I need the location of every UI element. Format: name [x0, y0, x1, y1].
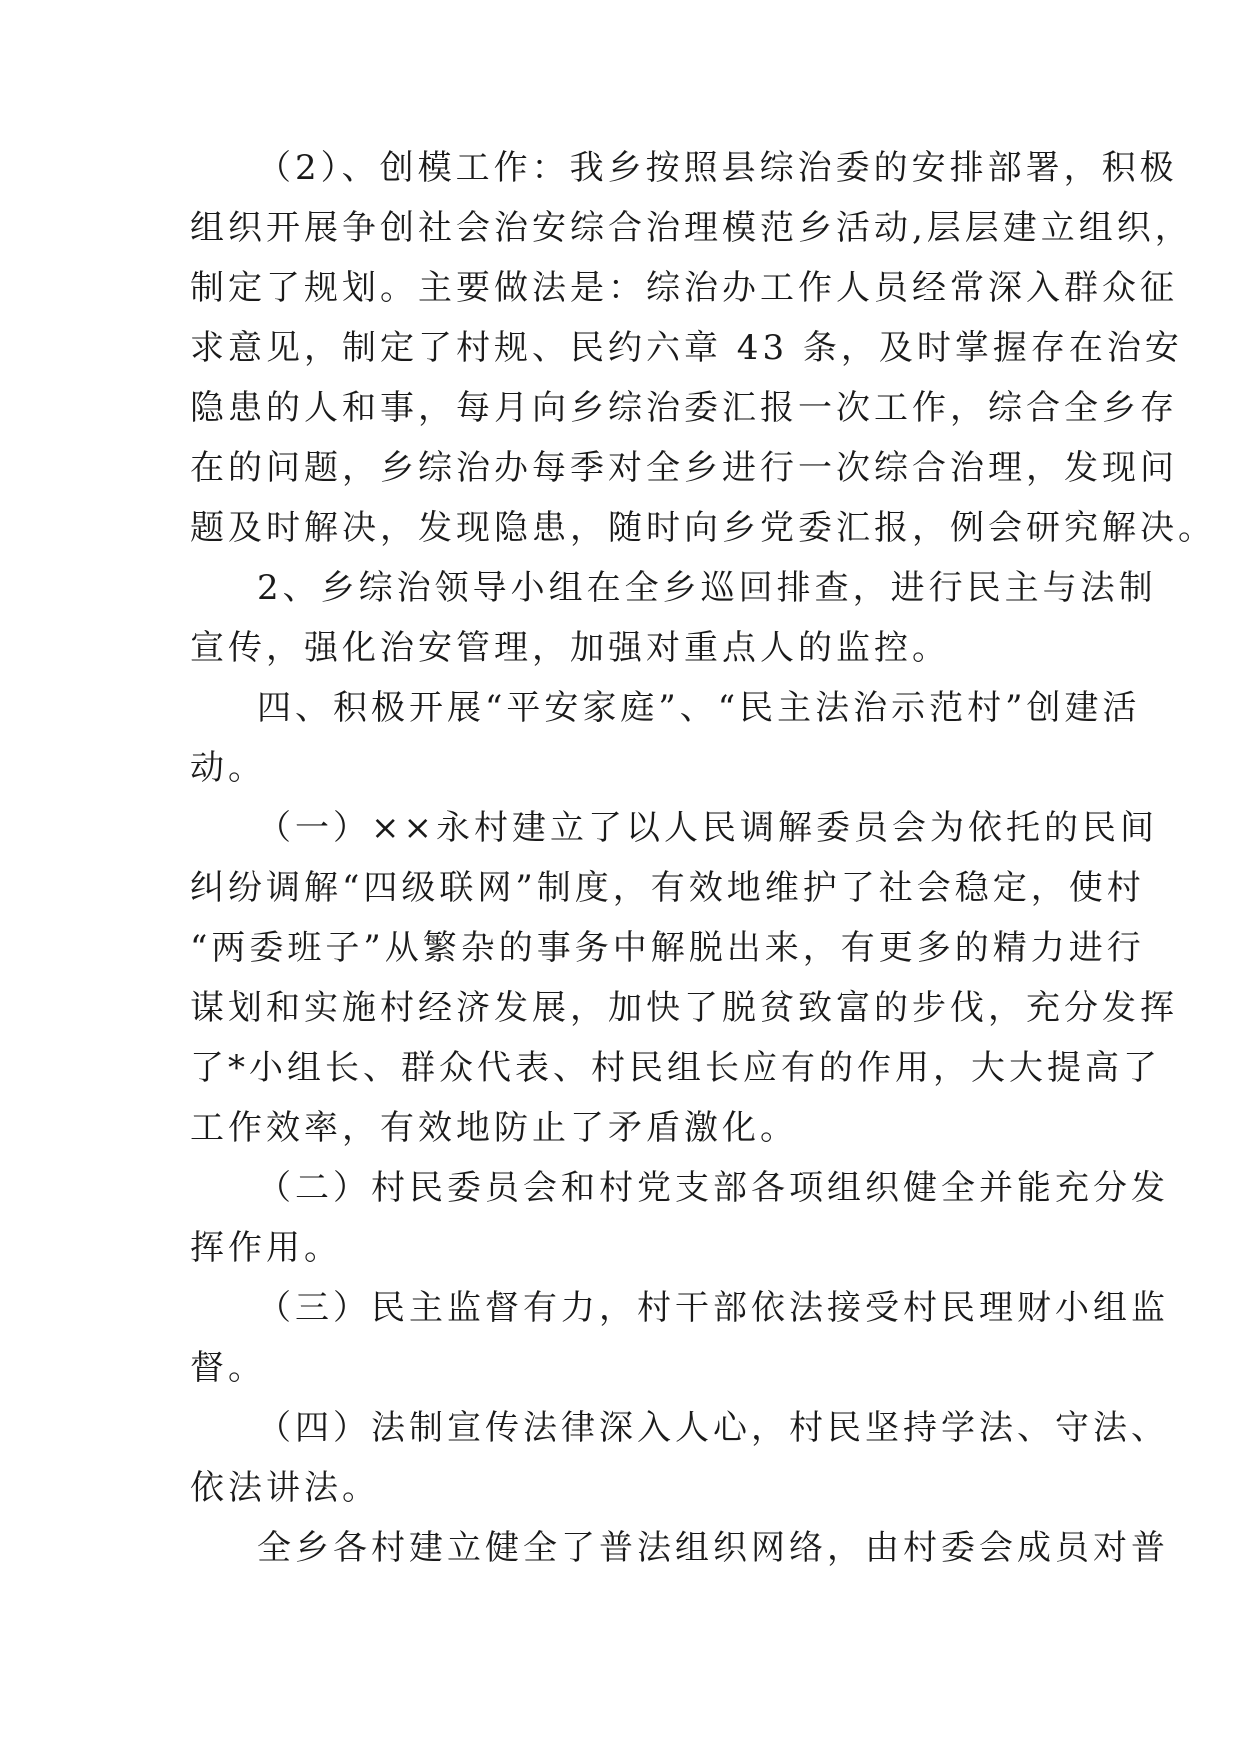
paragraph-line: 谋划和实施村经济发展，加快了脱贫致富的步伐，充分发挥 [190, 988, 1178, 1028]
section-heading-line: 四、积极开展“平安家庭”、“民主法治示范村”创建活 [257, 688, 1141, 728]
paragraph-line: 制定了规划。主要做法是：综治办工作人员经常深入群众征 [190, 268, 1178, 308]
paragraph-line: 题及时解决，发现隐患，随时向乡党委汇报，例会研究解决。 [190, 508, 1216, 548]
paragraph-line: “两委班子”从繁杂的事务中解脱出来，有更多的精力进行 [190, 928, 1145, 968]
paragraph-line: 宣传，强化治安管理，加强对重点人的监控。 [190, 628, 950, 668]
paragraph-line: 全乡各村建立健全了普法组织网络，由村委会成员对普 [257, 1528, 1169, 1568]
paragraph-line: 在的问题，乡综治办每季对全乡进行一次综合治理，发现问 [190, 448, 1178, 488]
paragraph-line: 隐患的人和事，每月向乡综治委汇报一次工作，综合全乡存 [190, 388, 1178, 428]
paragraph-line: 工作效率，有效地防止了矛盾激化。 [190, 1108, 798, 1148]
paragraph-line: 求意见，制定了村规、民约六章 43 条，及时掌握存在治安 [190, 328, 1183, 368]
paragraph-line: （一）××永村建立了以人民调解委员会为依托的民间 [257, 808, 1158, 848]
paragraph-line: 纠纷调解“四级联网”制度，有效地维护了社会稳定，使村 [190, 868, 1145, 908]
paragraph-line: 挥作用。 [190, 1228, 342, 1268]
paragraph-line: 2、乡综治领导小组在全乡巡回排查，进行民主与法制 [257, 568, 1157, 608]
paragraph-line: 督。 [190, 1348, 266, 1388]
paragraph-line: 了*小组长、群众代表、村民组长应有的作用，大大提高了 [190, 1048, 1161, 1088]
paragraph-line: 依法讲法。 [190, 1468, 380, 1508]
paragraph-line: （二）村民委员会和村党支部各项组织健全并能充分发 [257, 1168, 1169, 1208]
paragraph-line: （四）法制宣传法律深入人心，村民坚持学法、守法、 [257, 1408, 1169, 1448]
paragraph-line: （2）、创模工作：我乡按照县综治委的安排部署，积极 [257, 148, 1178, 188]
section-heading-line: 动。 [190, 748, 266, 788]
paragraph-line: 组织开展争创社会治安综合治理模范乡活动,层层建立组织， [190, 208, 1193, 248]
paragraph-line: （三）民主监督有力，村干部依法接受村民理财小组监 [257, 1288, 1169, 1328]
